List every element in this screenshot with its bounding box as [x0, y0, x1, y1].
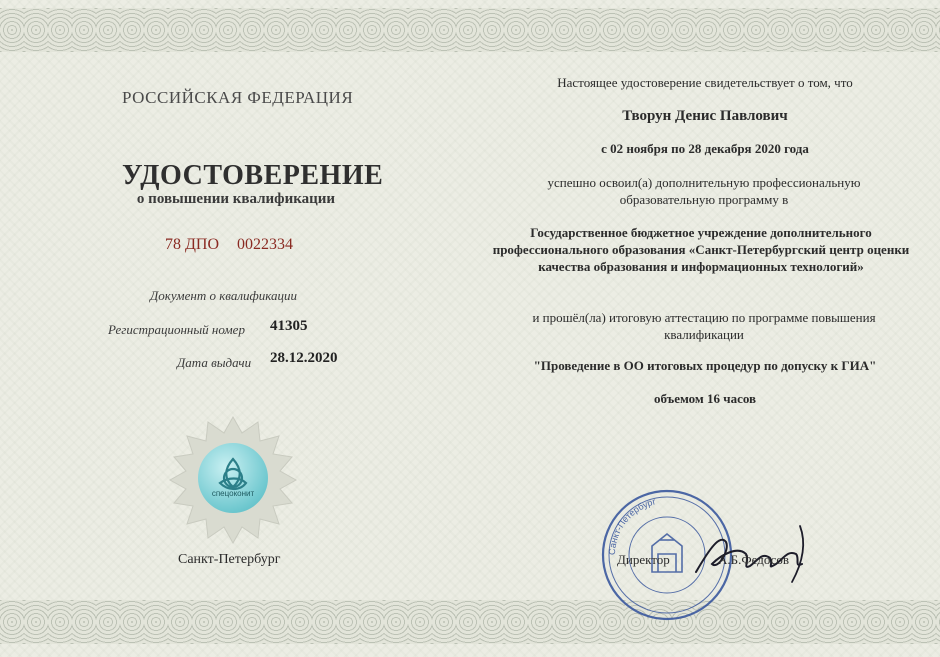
- holder-name: Творун Денис Павлович: [622, 108, 788, 124]
- attestation-text: и прошёл(ла) итоговую аттестацию по программе повышения квалификации: [532, 310, 876, 342]
- study-period: с 02 ноября по 28 декабря 2020 года: [601, 141, 809, 156]
- program-title: "Проведение в ОО итоговых процедур по допуску к ГИА": [533, 358, 877, 373]
- issue-date: 28.12.2020: [270, 350, 338, 366]
- knot-icon: [198, 443, 268, 513]
- serial-series: 78 ДПО: [165, 236, 220, 253]
- document-title: УДОСТОВЕРЕНИЕ: [122, 160, 384, 191]
- svg-text:Санкт-Петербург: [607, 496, 658, 555]
- mastered-text: успешно освоил(а) дополнительную профессиональную образовательную программу в: [547, 175, 861, 207]
- intro-text: Настоящее удостоверение свидетельствует о том, что: [557, 75, 853, 90]
- program-hours: объемом 16 часов: [653, 391, 757, 406]
- organization-name: Государственное бюджетное учреждение дополнительного профессионального образования «Санкт-Петербургский центр оценки качества образования и информационных технологий»: [492, 225, 910, 274]
- city-label: Санкт-Петербург: [178, 552, 281, 567]
- registration-number: 41305: [270, 318, 308, 334]
- document-subtitle: о повышении квалификации: [136, 191, 336, 207]
- registration-label: Регистрационный номер: [108, 322, 245, 337]
- document-type: Документ о квалификации: [150, 288, 297, 303]
- seal-label: спецоконит: [211, 489, 255, 498]
- director-name: А.Б.Федосов: [718, 552, 790, 567]
- seal-hologram: [198, 443, 268, 513]
- right-page: [470, 0, 940, 657]
- hologram-seal: [168, 415, 298, 545]
- country-heading: РОССИЙСКАЯ ФЕДЕРАЦИЯ: [122, 88, 354, 107]
- stamp-text: Санкт-Петербург: [606, 496, 657, 556]
- issue-date-label: Дата выдачи: [177, 355, 252, 370]
- serial-number: 0022334: [237, 236, 293, 253]
- director-label: Директор: [617, 552, 670, 567]
